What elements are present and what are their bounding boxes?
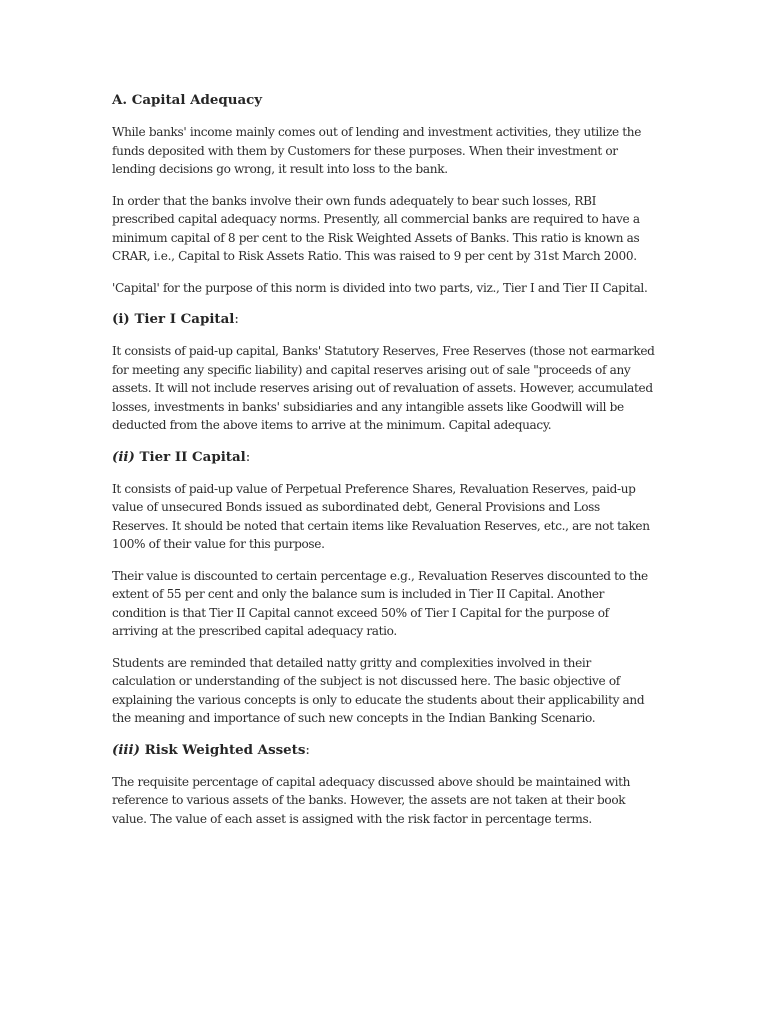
section-title: Tier II Capital [139, 448, 246, 465]
text-line: While banks' income mainly comes out of lending and investment activities, they utilize the [112, 125, 642, 139]
text-line: arriving at the prescribed capital adequacy ratio. [112, 624, 397, 638]
section-paragraph [112, 567, 652, 641]
text-line: condition is that Tier II Capital cannot exceed 50% of Tier I Capital for the purpose of [112, 605, 609, 620]
text-line: In order that the banks involve their own funds adequately to bear such losses, RBI [112, 193, 597, 208]
section-paragraph [112, 480, 652, 554]
section-number: (i) [112, 311, 130, 327]
text-line: deducted from the above items to arrive at the minimum. Capital adequacy. [112, 418, 552, 432]
intro-paragraph [112, 123, 652, 179]
text-line: minimum capital of 8 per cent to the Risk Weighted Assets of Banks. This ratio is known as [112, 230, 640, 245]
section-heading-risk-weighted-assets [112, 741, 652, 760]
text-line: extent of 55 per cent and only the balance sum is included in Tier II Capital. Another [112, 587, 605, 601]
document-title: A. Capital Adequacy [112, 92, 263, 108]
section-paragraph [112, 654, 652, 728]
section-colon: : [245, 449, 251, 465]
section-title: Risk Weighted Assets [144, 741, 306, 758]
text-line: Their value is discounted to certain percentage e.g., Revaluation Reserves discounted to the [112, 568, 648, 583]
section-title: Tier I Capital [134, 311, 235, 327]
section-number: (iii) [112, 741, 140, 758]
text-line: value. The value of each asset is assigned with the risk factor in percentage terms. [112, 811, 592, 826]
text-line: Reserves. It should be noted that certain items like Revaluation Reserves, etc., are not taken [112, 518, 650, 533]
document-page [112, 91, 655, 841]
text-line: explaining the various concepts is only to educate the students about their applicability and [112, 692, 645, 707]
text-line: It consists of paid-up value of Perpetual Preference Shares, Revaluation Reserves, paid-up [112, 481, 636, 496]
section-heading-tier-2 [112, 448, 652, 467]
section-paragraph [112, 773, 652, 829]
text-line: for meeting any specific liability) and capital reserves arising out of sale "proceeds of any [112, 362, 631, 377]
text-line: the meaning and importance of such new concepts in the Indian Banking Scenario. [112, 711, 596, 725]
section-colon: : [234, 312, 239, 327]
text-line: funds deposited with them by Customers for these purposes. When their investment or [112, 143, 618, 158]
text-line: Students are reminded that detailed natty gritty and complexities involved in their [112, 655, 591, 670]
text-line: value of unsecured Bonds issued as subordinated debt, General Provisions and Loss [112, 500, 600, 514]
text-line: 'Capital' for the purpose of this norm is divided into two parts, viz., Tier I and Tier II Capital. [112, 280, 648, 295]
section-paragraph [112, 342, 655, 435]
text-line: lending decisions go wrong, it result into loss to the bank. [112, 162, 448, 176]
text-line: It consists of paid-up capital, Banks' Statutory Reserves, Free Reserves (those not earmarked [112, 344, 655, 358]
intro-paragraph [112, 192, 652, 266]
intro-paragraph [112, 279, 652, 298]
text-line: 100% of their value for this purpose. [112, 537, 325, 551]
text-line: calculation or understanding of the subject is not discussed here. The basic objective of [112, 674, 620, 688]
section-colon: : [305, 742, 310, 758]
section-number: (ii) [112, 448, 135, 465]
text-line: CRAR, i.e., Capital to Risk Assets Ratio. This was raised to 9 per cent by 31st March 2000. [112, 249, 637, 263]
text-line: assets. It will not include reserves arising out of revaluation of assets. However, accumulated [112, 381, 653, 395]
text-line: reference to various assets of the banks. However, the assets are not taken at their book [112, 793, 626, 807]
text-line: The requisite percentage of capital adequacy discussed above should be maintained with [112, 774, 631, 789]
text-line: losses, investments in banks' subsidiaries and any intangible assets like Goodwill will be [112, 399, 624, 414]
text-line: prescribed capital adequacy norms. Presently, all commercial banks are required to have a [112, 212, 640, 226]
section-heading-tier-1 [112, 310, 652, 329]
